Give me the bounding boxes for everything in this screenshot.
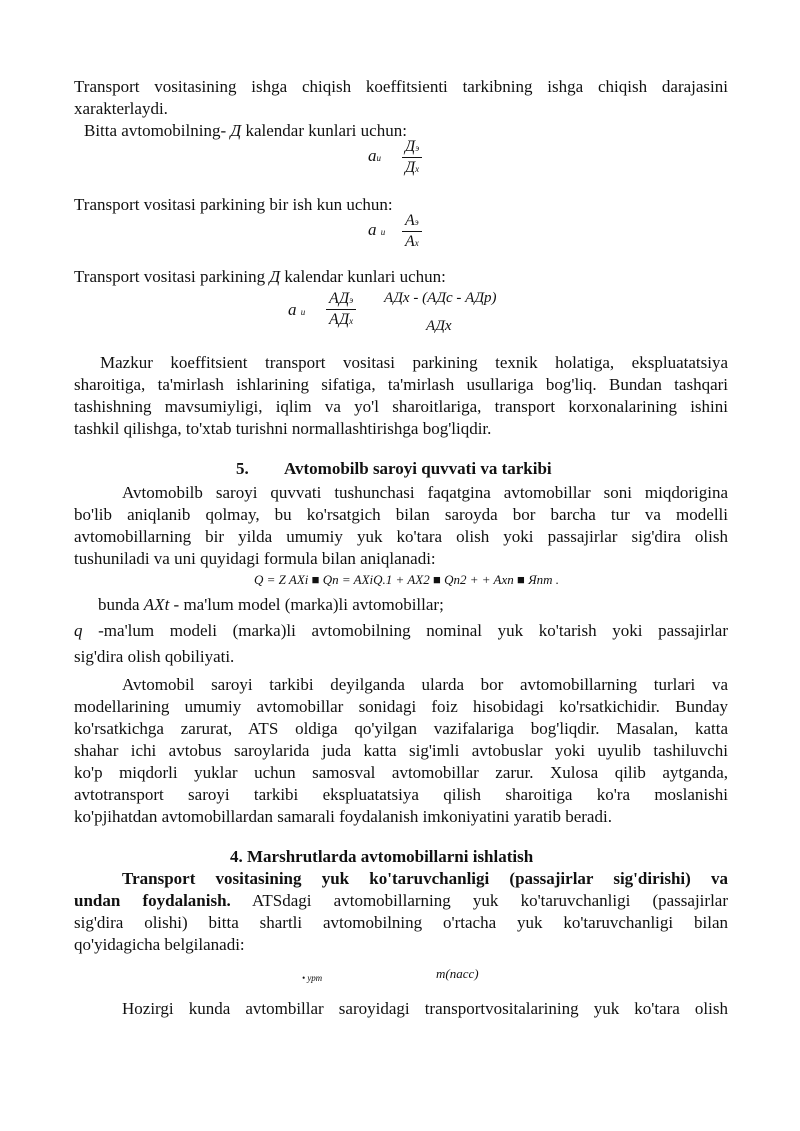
paragraph-line: shahar ichi avtobus saroylarida juda katta sig'imli avtobuslar yoki uyulib tashiluvchi [74, 741, 728, 760]
formula-3-fraction: АДэ АДх [326, 290, 356, 329]
paragraph-line: ko'rsatkichga zarurat, ATS oldiga qo'yilgan vazifalariga bog'liqdir. Masalan, katta [74, 719, 728, 738]
paragraph-line: tushuniladi va uni quyidagi formula bilan aniqlanadi: [74, 549, 436, 568]
text-line: xarakterlaydi. [74, 99, 168, 118]
formula-2-lhs: a и [368, 220, 386, 239]
formula-3-rhs-bottom: АДх [426, 318, 452, 334]
text-line: sig'dira olish qobiliyati. [74, 647, 235, 666]
section-title: Avtomobilb saroyi quvvati va tarkibi [284, 459, 552, 478]
section-number: 5. [236, 459, 249, 478]
text-line: Transport vositasi parkining Д kalendar kunlari uchun: [74, 267, 446, 286]
section-title: 4. Marshrutlarda avtomobillarni ishlatish [230, 847, 534, 866]
paragraph-line: ko'p miqdorli yuklar uchun samosval avtomobillar zarur. Xulosa qilib aytganda, [74, 763, 728, 782]
formula-3-rhs-top: АДх - (АДс - АДр) [384, 290, 497, 306]
paragraph-line: avtotransport saroyi tarkibi ekspluatatsiya qilish sharoitiga ko'ra moslanishi [74, 785, 728, 804]
paragraph-line: sig'dira olishi) bitta shartli avtomobilning o'rtacha yuk ko'taruvchanligi bilan [74, 913, 728, 932]
paragraph-line: Hozirgi kunda avtombillar saroyidagi transportvositalarining yuk ko'tara olish [122, 999, 728, 1018]
formula-5-left: • урт [302, 973, 323, 983]
text-line: Transport vositasining ishga chiqish koeffitsienti tarkibning ishga chiqish darajasini [74, 77, 728, 96]
paragraph-line: bo'lib aniqlanib qolmay, bu ko'rsatgich bilan saroyda bor barcha tur va modelli [74, 505, 728, 524]
formula-4: Q = Z AXi ■ Qn = AXiQ.1 + AX2 ■ Qn2 + + Axn ■ Яnm . [254, 572, 560, 587]
text-line: Bitta avtomobilning- Д kalendar kunlari uchun: [84, 121, 407, 140]
paragraph-line: sharoitiga, ta'mirlash ishlarining sifatiga, ta'mirlash usullariga bog'liq. Bundan tashqari [74, 375, 728, 394]
formula-3-lhs: a и [288, 300, 306, 319]
paragraph-line: Transport vositasining yuk ko'taruvchanligi (passajirlar sig'dirishi) va [122, 869, 728, 888]
paragraph-line: Avtomobil saroyi tarkibi deyilganda ularda bor avtomobillarning turlari va [122, 675, 728, 694]
formula-5-right: m(nacc) [436, 966, 479, 981]
paragraph-line: Mazkur koeffitsient transport vositasi parkining texnik holatiga, ekspluatatsiya [100, 353, 728, 372]
formula-1-fraction: Дэ Дх [402, 138, 422, 177]
text-line: Transport vositasi parkining bir ish kun uchun: [74, 195, 393, 214]
paragraph-line: tashishning mavsumiyligi, iqlim va yo'l sharoitlariga, transport korxonalarining ishini [74, 397, 728, 416]
text-line: bunda AXt - ma'lum model (marka)li avtomobillar; [98, 595, 444, 614]
paragraph-line: modellarining umumiy avtomobillar sonidagi foiz hisobidagi ko'rsatkichidir. Bunday [74, 697, 728, 716]
paragraph-line: qo'yidagicha belgilanadi: [74, 935, 245, 954]
formula-1-lhs: aи [368, 146, 381, 165]
paragraph-line: tashkil qilishga, to'xtab turishni normallashtirishga bog'liqdir. [74, 419, 492, 438]
text-line: q -ma'lum modeli (marka)li avtomobilning nominal yuk ko'tarish yoki passajirlar [74, 621, 728, 640]
paragraph-line: avtomobillarning bir yilda umumiy yuk ko'tara olish yoki passajirlar sig'dira olish [74, 527, 728, 546]
paragraph-line: undan foydalanish. ATSdagi avtomobillarning yuk ko'taruvchanligi (passajirlar [74, 891, 728, 910]
paragraph-line: ko'pjihatdan avtomobillardan samarali foydalanish imkoniyatini yaratib beradi. [74, 807, 612, 826]
formula-2-fraction: Аэ Ах [402, 212, 422, 251]
paragraph-line: Avtomobilb saroyi quvvati tushunchasi faqatgina avtomobillar soni miqdorigina [122, 483, 728, 502]
